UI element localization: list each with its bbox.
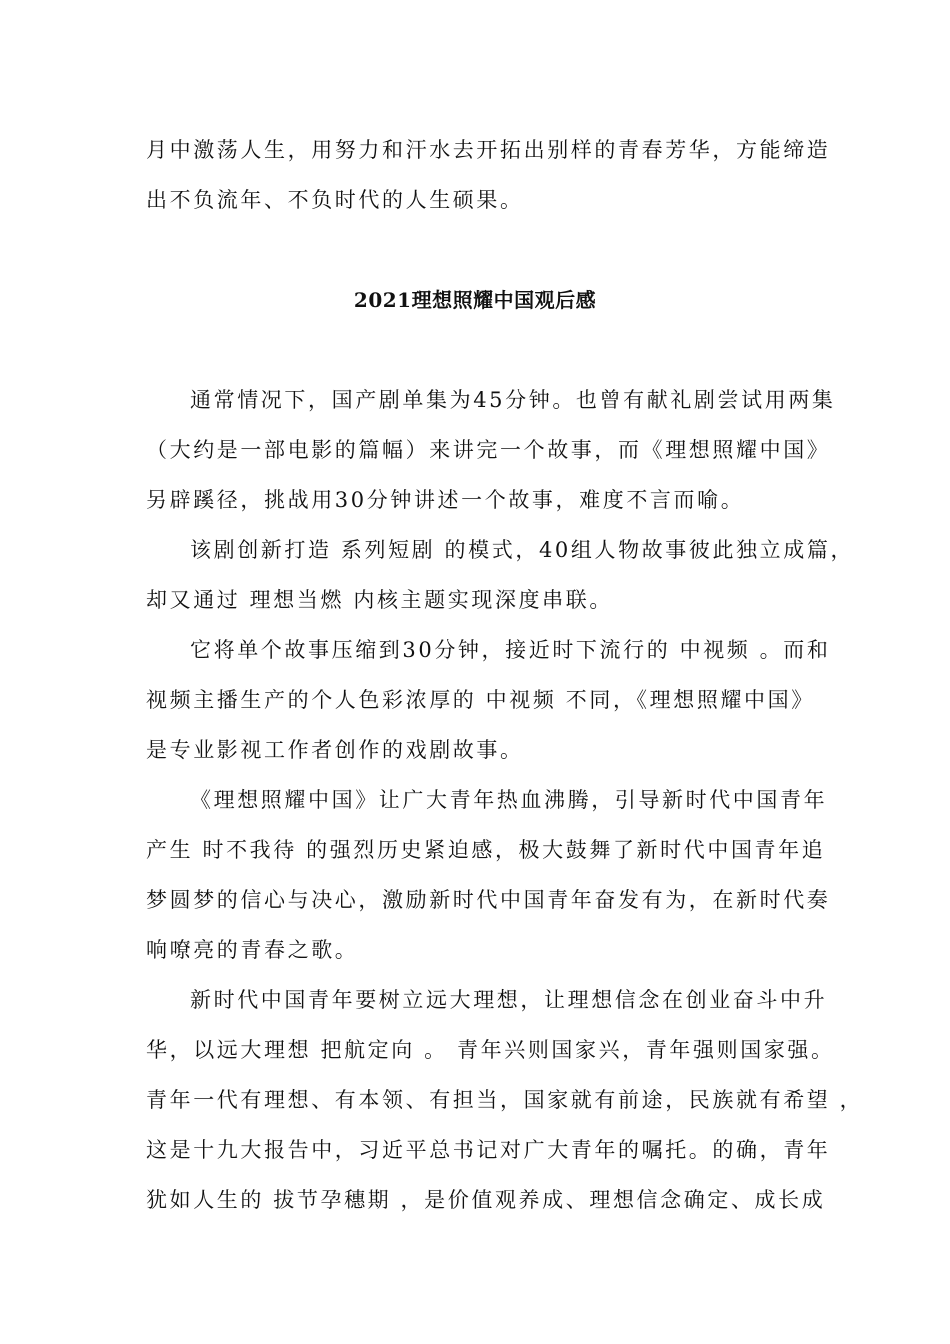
paragraph-line: 犹如人生的 拔节孕穗期 ，是价值观养成、理想信念确定、成长成 (146, 1188, 826, 1212)
paragraph-line: 它将单个故事压缩到30分钟，接近时下流行的 中视频 。而和 (190, 638, 831, 662)
paragraph-line: 青年一代有理想、有本领、有担当，国家就有前途，民族就有希望 ， (146, 1088, 864, 1112)
intro-line: 月中激荡人生，用努力和汗水去开拓出别样的青春芳华，方能缔造 (146, 138, 831, 162)
paragraph-line: 《理想照耀中国》让广大青年热血沸腾，引导新时代中国青年 (190, 788, 828, 812)
paragraph-line: 华，以远大理想 把航定向 。 青年兴则国家兴，青年强则国家强。 (146, 1038, 835, 1062)
paragraph-line: （大约是一部电影的篇幅）来讲完一个故事，而《理想照耀中国》 (146, 438, 831, 462)
paragraph-line: 这是十九大报告中，习近平总书记对广大青年的嘱托。的确，青年 (146, 1138, 831, 1162)
paragraph-line: 新时代中国青年要树立远大理想，让理想信念在创业奋斗中升 (190, 988, 828, 1012)
paragraph-line: 另辟蹊径，挑战用30分钟讲述一个故事，难度不言而喻。 (146, 488, 745, 512)
paragraph-line: 却又通过 理想当燃 内核主题实现深度串联。 (146, 588, 613, 612)
paragraph-line: 通常情况下，国产剧单集为45分钟。也曾有献礼剧尝试用两集 (190, 388, 836, 412)
paragraph-line: 视频主播生产的个人色彩浓厚的 中视频 不同，《理想照耀中国》 (146, 688, 815, 712)
paragraph-line: 产生 时不我待 的强烈历史紧迫感，极大鼓舞了新时代中国青年追 (146, 838, 826, 862)
intro-line: 出不负流年、不负时代的人生硕果。 (146, 188, 524, 212)
paragraph-line: 响嘹亮的青春之歌。 (146, 938, 359, 962)
article-title: 2021理想照耀中国观后感 (353, 288, 597, 312)
paragraph-line: 该剧创新打造 系列短剧 的模式，40组人物故事彼此独立成篇， (190, 538, 855, 562)
paragraph-line: 是专业影视工作者创作的戏剧故事。 (146, 738, 524, 762)
paragraph-line: 梦圆梦的信心与决心，激励新时代中国青年奋发有为，在新时代奏 (146, 888, 831, 912)
